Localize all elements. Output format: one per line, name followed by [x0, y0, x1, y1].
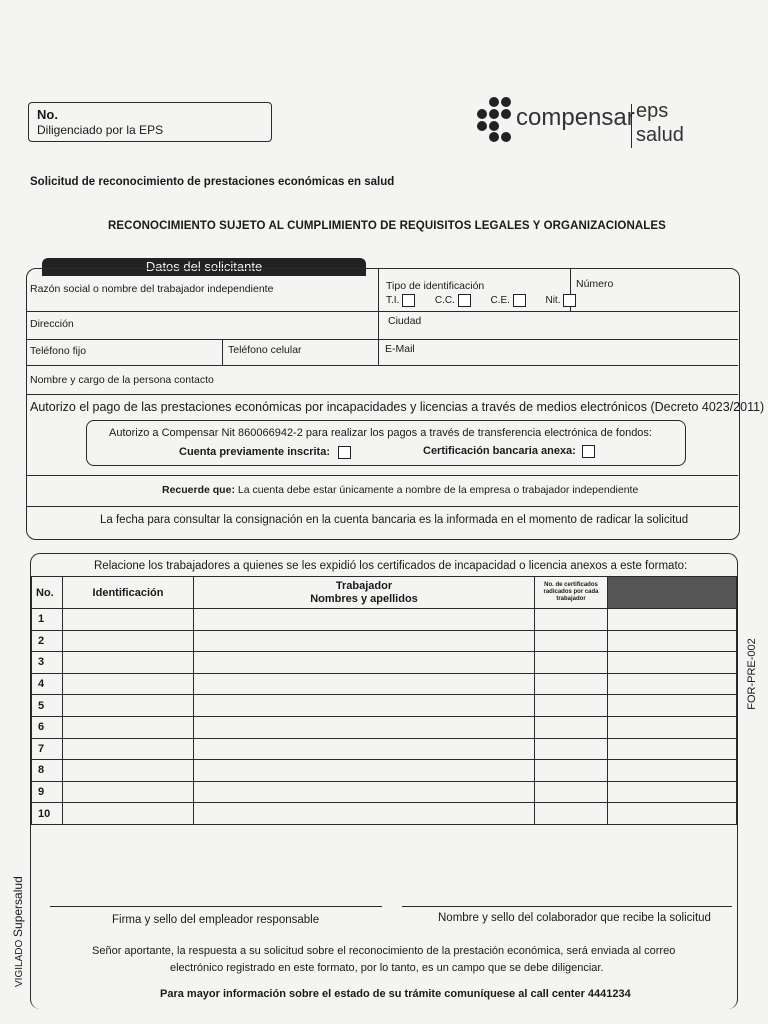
autorizo-compensar-box [86, 420, 686, 466]
identificacion-cell[interactable] [63, 609, 194, 631]
telefono-celular-field[interactable] [306, 342, 374, 362]
autorizo-pago-text: Autorizo el pago de las prestaciones económicas por incapacidades y licencias a través de medios electrónicos (Decreto 4023/2011) [30, 400, 765, 414]
direccion-field[interactable] [90, 314, 374, 336]
telefono-fijo-label: Teléfono fijo [30, 345, 87, 357]
fecha-consulta-text: La fecha para consultar la consignación en la cuenta bancaria es la informada en el momento de radicar la solicitud [100, 514, 689, 526]
identificacion-cell[interactable] [63, 673, 194, 695]
certificados-cell[interactable] [535, 652, 608, 674]
direccion-label: Dirección [30, 318, 74, 330]
col-trabajador-2: Nombres y apellidos [310, 592, 418, 605]
row-number: 10 [32, 803, 63, 825]
row-number: 3 [32, 652, 63, 674]
table-row [32, 781, 737, 803]
identificacion-cell[interactable] [63, 760, 194, 782]
colaborador-signature-line[interactable] [402, 906, 732, 907]
contacto-field[interactable] [214, 368, 730, 390]
nombre-cell[interactable] [194, 652, 535, 674]
certificacion-label: Certificación bancaria anexa: [423, 445, 576, 457]
ti-label: T.I. [386, 295, 400, 307]
vigilado-label: VIGILADO [14, 939, 25, 987]
table-row [32, 716, 737, 738]
extra-cell[interactable] [608, 738, 737, 760]
table-row [32, 609, 737, 631]
extra-cell[interactable] [608, 695, 737, 717]
identificacion-cell[interactable] [63, 652, 194, 674]
form-code: FOR-PRE-002 [745, 638, 758, 710]
nombre-cell[interactable] [194, 781, 535, 803]
certificados-cell[interactable] [535, 716, 608, 738]
identificacion-cell[interactable] [63, 695, 194, 717]
compensar-dots-icon [472, 96, 516, 142]
identificacion-cell[interactable] [63, 803, 194, 825]
table-row [32, 738, 737, 760]
cuenta-inscrita-checkbox[interactable] [338, 446, 351, 459]
no-label: No. [37, 107, 58, 122]
col-trabajador-1: Trabajador [335, 579, 393, 592]
certificados-cell[interactable] [535, 781, 608, 803]
col-identificacion: Identificación [63, 577, 194, 609]
identificacion-cell[interactable] [63, 781, 194, 803]
certificados-cell[interactable] [535, 630, 608, 652]
brand-eps: eps [636, 100, 669, 122]
extra-cell[interactable] [608, 673, 737, 695]
certificacion-checkbox[interactable] [582, 445, 595, 458]
cc-checkbox[interactable] [458, 294, 471, 307]
email-field[interactable] [424, 342, 730, 362]
nit-checkbox[interactable] [563, 294, 576, 307]
certificados-cell[interactable] [535, 803, 608, 825]
email-label: E-Mail [385, 343, 415, 355]
numero-label: Número [576, 278, 614, 290]
tipo-id-options [386, 294, 576, 307]
table-row [32, 803, 737, 825]
form-subtitle: RECONOCIMIENTO SUJETO AL CUMPLIMIENTO DE REQUISITOS LEGALES Y ORGANIZACIONALES [108, 220, 666, 232]
extra-cell[interactable] [608, 630, 737, 652]
col-trabajador [194, 577, 535, 609]
extra-cell[interactable] [608, 652, 737, 674]
row-number: 7 [32, 738, 63, 760]
nombre-cell[interactable] [194, 673, 535, 695]
form-title: Solicitud de reconocimiento de prestaciones económicas en salud [30, 176, 395, 188]
ciudad-field[interactable] [430, 314, 730, 336]
row-number: 2 [32, 630, 63, 652]
nombre-cell[interactable] [194, 609, 535, 631]
ti-checkbox[interactable] [402, 294, 415, 307]
table-row [32, 630, 737, 652]
col-no: No. [32, 577, 63, 609]
col-shaded [608, 577, 737, 609]
telefono-celular-label: Teléfono celular [228, 344, 302, 356]
identificacion-cell[interactable] [63, 738, 194, 760]
call-center-text: Para mayor información sobre el estado de su trámite comuníquese al call center 4441234 [160, 988, 631, 1000]
extra-cell[interactable] [608, 781, 737, 803]
certificados-cell[interactable] [535, 760, 608, 782]
contacto-label: Nombre y cargo de la persona contacto [30, 374, 214, 386]
col-certificados: No. de certificados radicados por cada trabajador [535, 577, 608, 609]
workers-table [31, 576, 737, 825]
row-number: 1 [32, 609, 63, 631]
brand-salud: salud [636, 124, 684, 146]
supersalud-stamp [11, 876, 25, 987]
nombre-cell[interactable] [194, 695, 535, 717]
nombre-cell[interactable] [194, 738, 535, 760]
ce-checkbox[interactable] [513, 294, 526, 307]
row-number: 9 [32, 781, 63, 803]
empleador-signature-label: Firma y sello del empleador responsable [112, 914, 320, 926]
aviso-line-1: Señor aportante, la respuesta a su solicitud sobre el reconocimiento de la prestación económica, será enviada al correo [92, 945, 676, 957]
ce-label: C.E. [490, 295, 510, 307]
nombre-cell[interactable] [194, 803, 535, 825]
nombre-cell[interactable] [194, 630, 535, 652]
certificados-cell[interactable] [535, 695, 608, 717]
recuerde-bold: Recuerde que: [162, 484, 235, 496]
brand-name: compensar [516, 104, 635, 131]
table-row [32, 673, 737, 695]
extra-cell[interactable] [608, 760, 737, 782]
certificados-cell[interactable] [535, 673, 608, 695]
telefono-fijo-field[interactable] [100, 342, 218, 362]
tipo-id-label: Tipo de identificación [386, 280, 485, 292]
row-number: 5 [32, 695, 63, 717]
aviso-line-2: electrónico registrado en este formato, por lo tanto, es un campo que se debe diligenciar. [170, 962, 604, 974]
table-row [32, 652, 737, 674]
identificacion-cell[interactable] [63, 716, 194, 738]
recuerde-rest: La cuenta debe estar únicamente a nombre de la empresa o trabajador independiente [237, 484, 639, 496]
row-number: 4 [32, 673, 63, 695]
razon-social-field[interactable] [30, 296, 374, 310]
table-row [32, 695, 737, 717]
nombre-cell[interactable] [194, 760, 535, 782]
nombre-cell[interactable] [194, 716, 535, 738]
empleador-signature-line[interactable] [50, 906, 382, 907]
ciudad-label: Ciudad [388, 315, 422, 327]
certificados-cell[interactable] [535, 609, 608, 631]
row-number: 6 [32, 716, 63, 738]
extra-cell[interactable] [608, 716, 737, 738]
table-row [32, 760, 737, 782]
nit-label: Nit. [545, 295, 561, 307]
certificados-cell[interactable] [535, 738, 608, 760]
eps-number-box [28, 102, 272, 142]
applicant-tab-label: Datos del solicitante [145, 259, 263, 274]
autorizo-compensar-text: Autorizo a Compensar Nit 860066942-2 para realizar los pagos a través de transferencia electrónica de fondos: [109, 427, 652, 439]
cc-label: C.C. [434, 295, 455, 307]
diligenciado-label: Diligenciado por la EPS [37, 123, 164, 137]
compensar-logo [472, 96, 702, 152]
supersalud-label: Supersalud [11, 876, 25, 937]
extra-cell[interactable] [608, 609, 737, 631]
colaborador-signature-label: Nombre y sello del colaborador que recibe la solicitud [438, 912, 711, 924]
row-number: 8 [32, 760, 63, 782]
razon-social-label: Razón social o nombre del trabajador independiente [30, 283, 274, 295]
recuerde-note [162, 484, 638, 496]
identificacion-cell[interactable] [63, 630, 194, 652]
numero-field[interactable] [576, 292, 732, 308]
cuenta-inscrita-label: Cuenta previamente inscrita: [179, 446, 330, 458]
extra-cell[interactable] [608, 803, 737, 825]
workers-intro: Relacione los trabajadores a quienes se les expidió los certificados de incapacidad o licencia anexos a este formato: [94, 560, 688, 572]
